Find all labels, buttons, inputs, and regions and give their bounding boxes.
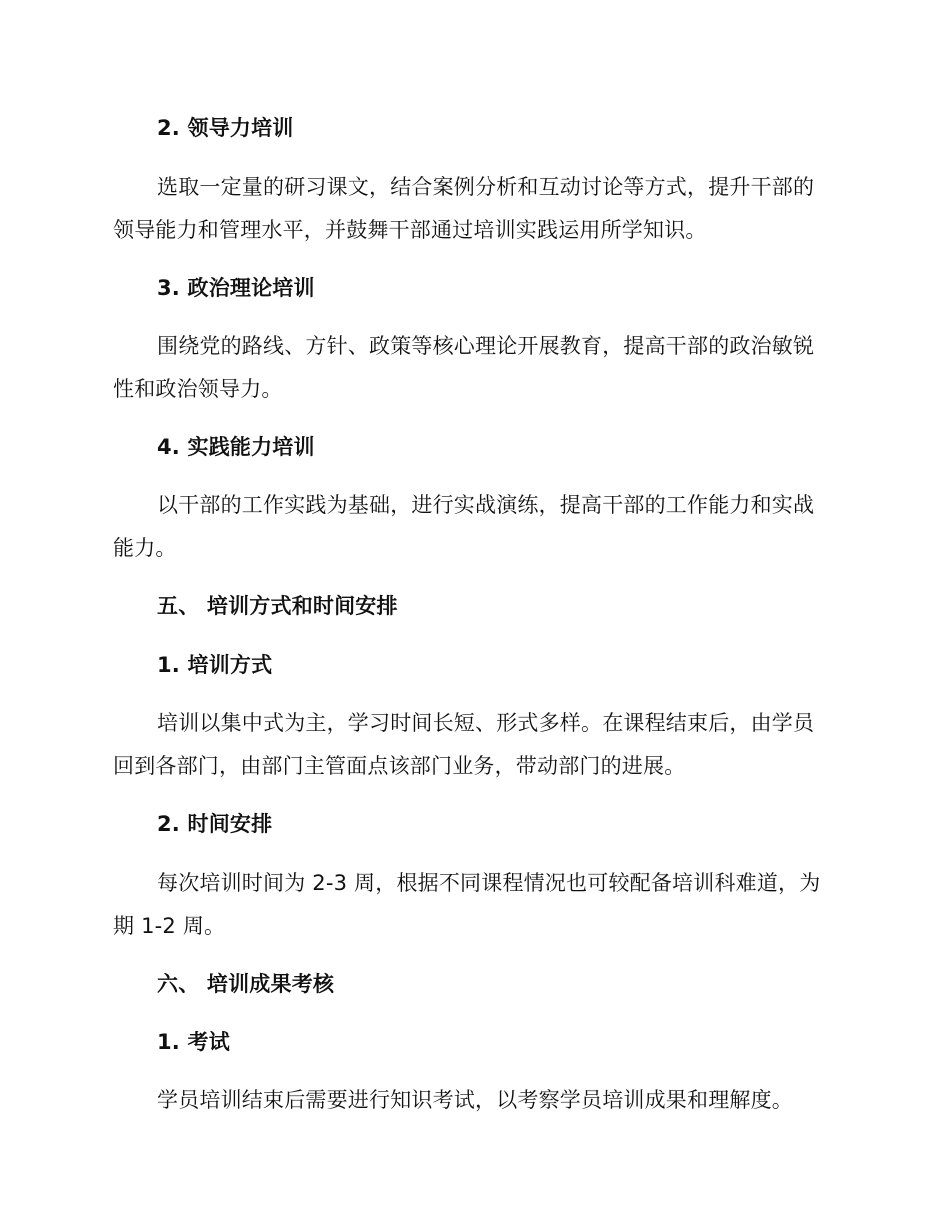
section-heading-leadership-training: 2. 领导力培训 [157, 116, 294, 140]
section-heading-exam: 1. 考试 [157, 1030, 230, 1054]
section-heading-practical-ability-training: 4. 实践能力培训 [157, 435, 315, 459]
paragraph-leadership-training: 选取一定量的研习课文，结合案例分析和互动讨论等方式，提升干部的领导能力和管理水平，并鼓舞干部通过培训实践运用所学知识。 [113, 175, 815, 242]
paragraph-time-schedule: 每次培训时间为 2-3 周，根据不同课程情况也可较配备培训科难道，为期 1-2 周。 [113, 871, 821, 938]
paragraph-exam: 学员培训结束后需要进行知识考试，以考察学员培训成果和理解度。 [157, 1088, 793, 1112]
chapter-heading-training-methods-schedule: 五、 培训方式和时间安排 [157, 594, 398, 618]
paragraph-political-theory-training: 围绕党的路线、方针、政策等核心理论开展教育，提高干部的政治敏锐性和政治领导力。 [113, 334, 815, 401]
section-heading-time-schedule: 2. 时间安排 [157, 812, 273, 836]
section-heading-training-method: 1. 培训方式 [157, 653, 273, 677]
paragraph-practical-ability-training: 以干部的工作实践为基础，进行实战演练，提高干部的工作能力和实战能力。 [113, 493, 815, 560]
section-heading-political-theory-training: 3. 政治理论培训 [157, 276, 315, 300]
paragraph-training-method: 培训以集中式为主，学习时间长短、形式多样。在课程结束后，由学员回到各部门，由部门主管面点该部门业务，带动部门的进展。 [113, 711, 815, 778]
chapter-heading-training-assessment: 六、 培训成果考核 [157, 972, 335, 996]
